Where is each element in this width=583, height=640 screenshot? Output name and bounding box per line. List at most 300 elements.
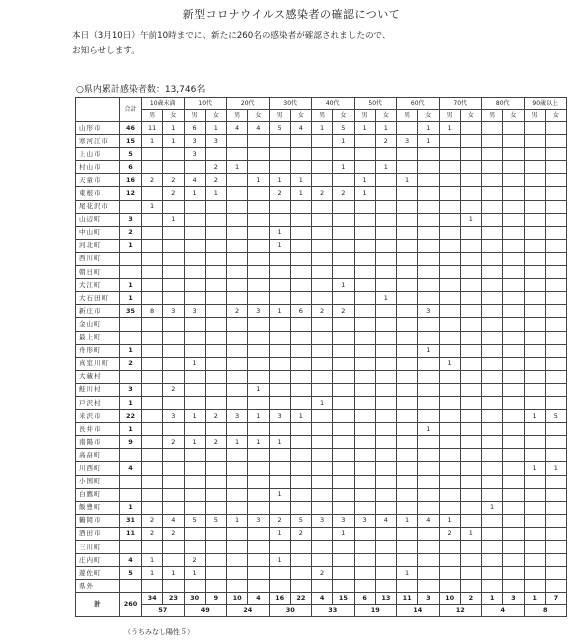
row-total: 35 bbox=[120, 305, 142, 318]
infection-table bbox=[75, 97, 567, 617]
table-cell bbox=[205, 331, 226, 344]
table-cell bbox=[460, 423, 481, 436]
table-cell bbox=[142, 541, 163, 554]
table-cell: 1 bbox=[227, 161, 248, 174]
table-cell bbox=[545, 567, 566, 580]
table-cell bbox=[418, 370, 439, 383]
municipality-name: 山形市 bbox=[76, 122, 120, 135]
sex-total-cell: 34 bbox=[142, 593, 163, 605]
table-cell bbox=[397, 213, 418, 226]
table-cell: 1 bbox=[397, 567, 418, 580]
table-cell bbox=[248, 475, 269, 488]
table-row bbox=[76, 580, 567, 593]
table-cell bbox=[312, 239, 333, 252]
table-cell bbox=[248, 554, 269, 567]
table-cell bbox=[354, 580, 375, 593]
table-cell bbox=[503, 213, 524, 226]
table-cell bbox=[397, 266, 418, 279]
municipality-name: 寒河江市 bbox=[76, 135, 120, 148]
table-cell bbox=[142, 344, 163, 357]
municipality-name: 中山町 bbox=[76, 226, 120, 239]
table-cell bbox=[354, 161, 375, 174]
table-cell bbox=[397, 554, 418, 567]
table-cell bbox=[460, 501, 481, 514]
table-cell bbox=[142, 501, 163, 514]
table-cell bbox=[545, 488, 566, 501]
table-cell bbox=[375, 187, 396, 200]
table-cell bbox=[524, 213, 545, 226]
table-cell bbox=[524, 279, 545, 292]
table-cell bbox=[269, 252, 290, 265]
table-cell bbox=[545, 122, 566, 135]
table-cell: 1 bbox=[269, 488, 290, 501]
table-cell: 4 bbox=[248, 122, 269, 135]
sex-total-cell: 23 bbox=[163, 593, 184, 605]
table-row bbox=[76, 436, 567, 449]
row-total: 9 bbox=[120, 436, 142, 449]
table-row bbox=[76, 357, 567, 370]
table-cell: 2 bbox=[142, 174, 163, 187]
header-sex-male: 男 bbox=[397, 110, 418, 122]
table-cell bbox=[184, 423, 205, 436]
table-cell bbox=[397, 436, 418, 449]
table-cell bbox=[375, 226, 396, 239]
header-sex-male: 男 bbox=[354, 110, 375, 122]
sex-total-cell: 1 bbox=[524, 593, 545, 605]
age-total-cell: 19 bbox=[354, 605, 397, 617]
intro-line-2: お知らせします。 bbox=[72, 46, 140, 56]
table-cell bbox=[418, 396, 439, 409]
table-cell bbox=[205, 266, 226, 279]
table-cell bbox=[482, 252, 503, 265]
row-total: 1 bbox=[120, 239, 142, 252]
table-cell: 1 bbox=[269, 527, 290, 540]
table-cell bbox=[418, 383, 439, 396]
table-cell bbox=[184, 279, 205, 292]
table-cell bbox=[248, 239, 269, 252]
table-cell: 2 bbox=[163, 187, 184, 200]
table-cell bbox=[290, 292, 311, 305]
municipality-name: 長井市 bbox=[76, 423, 120, 436]
table-cell bbox=[545, 370, 566, 383]
table-cell bbox=[460, 449, 481, 462]
table-cell bbox=[142, 226, 163, 239]
table-cell: 3 bbox=[184, 135, 205, 148]
table-cell bbox=[460, 161, 481, 174]
row-total bbox=[120, 475, 142, 488]
table-cell bbox=[333, 501, 354, 514]
header-age-group: 40代 bbox=[312, 98, 355, 110]
table-row bbox=[76, 266, 567, 279]
table-cell bbox=[524, 567, 545, 580]
table-cell: 2 bbox=[290, 527, 311, 540]
table-cell bbox=[439, 370, 460, 383]
table-cell bbox=[312, 148, 333, 161]
table-cell bbox=[418, 279, 439, 292]
table-cell bbox=[163, 292, 184, 305]
intro-line-1: 本日（3月10日）午前10時までに、新たに260名の感染者が確認されましたので、 bbox=[72, 31, 391, 41]
table-cell bbox=[375, 567, 396, 580]
table-cell bbox=[503, 383, 524, 396]
table-cell bbox=[248, 252, 269, 265]
table-cell bbox=[503, 475, 524, 488]
table-cell bbox=[333, 475, 354, 488]
municipality-name: 最上町 bbox=[76, 331, 120, 344]
table-cell bbox=[269, 541, 290, 554]
table-cell bbox=[375, 488, 396, 501]
table-cell bbox=[269, 567, 290, 580]
table-cell bbox=[312, 213, 333, 226]
header-sex-male: 男 bbox=[482, 110, 503, 122]
table-cell: 1 bbox=[545, 462, 566, 475]
table-cell bbox=[524, 541, 545, 554]
table-cell bbox=[290, 436, 311, 449]
table-row bbox=[76, 213, 567, 226]
table-cell bbox=[354, 318, 375, 331]
table-cell bbox=[312, 580, 333, 593]
table-cell bbox=[524, 527, 545, 540]
table-cell bbox=[503, 292, 524, 305]
table-cell bbox=[142, 239, 163, 252]
header-sex-male: 男 bbox=[312, 110, 333, 122]
table-cell bbox=[269, 462, 290, 475]
table-cell bbox=[397, 344, 418, 357]
table-cell bbox=[354, 501, 375, 514]
header-age-group: 50代 bbox=[354, 98, 397, 110]
table-cell bbox=[354, 292, 375, 305]
table-cell bbox=[248, 135, 269, 148]
municipality-name: 米沢市 bbox=[76, 410, 120, 423]
table-cell bbox=[248, 148, 269, 161]
table-cell bbox=[545, 174, 566, 187]
table-cell bbox=[460, 226, 481, 239]
table-cell bbox=[482, 135, 503, 148]
table-cell bbox=[460, 200, 481, 213]
row-total: 5 bbox=[120, 567, 142, 580]
table-cell bbox=[460, 580, 481, 593]
table-cell: 2 bbox=[163, 436, 184, 449]
intro-text bbox=[72, 29, 512, 59]
table-cell bbox=[290, 239, 311, 252]
table-cell bbox=[248, 423, 269, 436]
table-cell: 1 bbox=[269, 226, 290, 239]
table-cell bbox=[163, 449, 184, 462]
table-cell bbox=[312, 279, 333, 292]
table-cell: 3 bbox=[227, 410, 248, 423]
table-cell bbox=[524, 383, 545, 396]
table-cell bbox=[227, 462, 248, 475]
table-cell: 2 bbox=[163, 527, 184, 540]
table-cell bbox=[163, 200, 184, 213]
header-age-group: 10代 bbox=[184, 98, 227, 110]
table-cell bbox=[312, 226, 333, 239]
table-cell bbox=[375, 383, 396, 396]
table-cell bbox=[482, 514, 503, 527]
table-cell bbox=[482, 161, 503, 174]
table-cell bbox=[312, 449, 333, 462]
table-cell bbox=[227, 200, 248, 213]
table-cell bbox=[482, 580, 503, 593]
table-cell bbox=[184, 344, 205, 357]
table-cell bbox=[545, 305, 566, 318]
table-row bbox=[76, 318, 567, 331]
table-cell bbox=[503, 344, 524, 357]
table-cell bbox=[460, 318, 481, 331]
table-cell bbox=[248, 331, 269, 344]
table-cell bbox=[482, 554, 503, 567]
table-row bbox=[76, 462, 567, 475]
table-cell bbox=[269, 135, 290, 148]
table-cell bbox=[482, 357, 503, 370]
header-sex-male: 男 bbox=[524, 110, 545, 122]
table-cell bbox=[227, 501, 248, 514]
row-total bbox=[120, 488, 142, 501]
row-total bbox=[120, 266, 142, 279]
table-cell bbox=[333, 449, 354, 462]
table-cell bbox=[354, 383, 375, 396]
table-cell bbox=[184, 501, 205, 514]
table-cell bbox=[439, 318, 460, 331]
table-cell bbox=[460, 410, 481, 423]
row-total: 1 bbox=[120, 423, 142, 436]
table-cell bbox=[545, 252, 566, 265]
table-cell bbox=[524, 318, 545, 331]
table-cell: 3 bbox=[184, 148, 205, 161]
table-row bbox=[76, 331, 567, 344]
table-cell bbox=[227, 383, 248, 396]
table-cell bbox=[482, 331, 503, 344]
table-cell bbox=[418, 187, 439, 200]
municipality-name: 白鷹町 bbox=[76, 488, 120, 501]
table-cell bbox=[333, 370, 354, 383]
row-total bbox=[120, 252, 142, 265]
table-cell bbox=[375, 200, 396, 213]
table-cell bbox=[460, 187, 481, 200]
table-cell bbox=[418, 527, 439, 540]
table-cell bbox=[248, 370, 269, 383]
table-cell: 4 bbox=[375, 514, 396, 527]
header-age-group: 10歳未満 bbox=[142, 98, 185, 110]
table-cell: 3 bbox=[354, 514, 375, 527]
table-cell bbox=[205, 148, 226, 161]
table-cell bbox=[269, 383, 290, 396]
municipality-name: 新庄市 bbox=[76, 305, 120, 318]
row-total: 4 bbox=[120, 554, 142, 567]
municipality-name: 天童市 bbox=[76, 174, 120, 187]
table-cell bbox=[227, 396, 248, 409]
table-cell bbox=[460, 292, 481, 305]
table-cell bbox=[460, 266, 481, 279]
table-cell bbox=[142, 488, 163, 501]
table-cell bbox=[375, 554, 396, 567]
table-cell bbox=[397, 226, 418, 239]
table-cell bbox=[375, 331, 396, 344]
table-cell bbox=[354, 266, 375, 279]
table-cell: 1 bbox=[439, 514, 460, 527]
table-cell bbox=[142, 252, 163, 265]
row-total bbox=[120, 331, 142, 344]
table-cell: 1 bbox=[312, 122, 333, 135]
table-cell bbox=[205, 475, 226, 488]
age-total-cell: 4 bbox=[482, 605, 525, 617]
table-cell bbox=[142, 462, 163, 475]
table-cell bbox=[524, 370, 545, 383]
table-cell bbox=[503, 200, 524, 213]
table-cell bbox=[312, 266, 333, 279]
table-cell bbox=[524, 423, 545, 436]
table-cell bbox=[163, 344, 184, 357]
table-cell bbox=[439, 436, 460, 449]
municipality-name: 鮭川村 bbox=[76, 383, 120, 396]
table-cell: 5 bbox=[333, 122, 354, 135]
header-age-group: 70代 bbox=[439, 98, 482, 110]
table-cell bbox=[227, 252, 248, 265]
municipality-name: 戸沢村 bbox=[76, 396, 120, 409]
table-cell bbox=[460, 331, 481, 344]
table-cell bbox=[545, 396, 566, 409]
table-cell bbox=[205, 357, 226, 370]
table-cell bbox=[354, 213, 375, 226]
table-cell bbox=[248, 462, 269, 475]
table-cell bbox=[312, 292, 333, 305]
table-cell bbox=[397, 239, 418, 252]
table-cell bbox=[482, 318, 503, 331]
table-cell bbox=[482, 370, 503, 383]
table-cell: 4 bbox=[290, 122, 311, 135]
table-cell bbox=[333, 541, 354, 554]
table-cell: 1 bbox=[333, 279, 354, 292]
table-cell bbox=[142, 436, 163, 449]
table-cell bbox=[375, 266, 396, 279]
table-cell: 1 bbox=[184, 187, 205, 200]
table-cell bbox=[205, 279, 226, 292]
table-cell: 1 bbox=[269, 305, 290, 318]
table-cell: 1 bbox=[205, 122, 226, 135]
table-cell: 6 bbox=[184, 122, 205, 135]
table-cell bbox=[227, 527, 248, 540]
table-cell bbox=[184, 580, 205, 593]
table-cell bbox=[163, 331, 184, 344]
table-cell bbox=[142, 423, 163, 436]
table-cell bbox=[290, 279, 311, 292]
table-cell bbox=[524, 331, 545, 344]
table-cell bbox=[354, 410, 375, 423]
table-cell bbox=[163, 161, 184, 174]
row-total: 11 bbox=[120, 527, 142, 540]
table-cell bbox=[460, 436, 481, 449]
table-cell bbox=[333, 239, 354, 252]
table-cell: 1 bbox=[312, 396, 333, 409]
table-cell bbox=[227, 344, 248, 357]
table-cell bbox=[545, 357, 566, 370]
table-cell bbox=[545, 527, 566, 540]
table-cell bbox=[418, 488, 439, 501]
table-cell bbox=[184, 383, 205, 396]
municipality-name: 鶴岡市 bbox=[76, 514, 120, 527]
row-total: 1 bbox=[120, 396, 142, 409]
table-cell bbox=[418, 554, 439, 567]
table-cell: 1 bbox=[333, 135, 354, 148]
table-cell bbox=[354, 554, 375, 567]
table-cell: 1 bbox=[290, 187, 311, 200]
table-cell bbox=[418, 266, 439, 279]
table-cell bbox=[333, 488, 354, 501]
table-cell bbox=[397, 370, 418, 383]
header-age-group: 30代 bbox=[269, 98, 312, 110]
table-cell bbox=[333, 462, 354, 475]
municipality-name: 金山町 bbox=[76, 318, 120, 331]
table-cell bbox=[163, 318, 184, 331]
row-total: 22 bbox=[120, 410, 142, 423]
table-cell bbox=[290, 161, 311, 174]
municipality-name: 河北町 bbox=[76, 239, 120, 252]
sex-total-cell: 2 bbox=[460, 593, 481, 605]
table-cell bbox=[375, 305, 396, 318]
table-cell bbox=[524, 266, 545, 279]
table-cell bbox=[205, 488, 226, 501]
footnote: （うちみなし陽性５） bbox=[124, 628, 194, 636]
table-cell: 1 bbox=[418, 423, 439, 436]
table-cell bbox=[439, 292, 460, 305]
table-cell bbox=[333, 410, 354, 423]
table-cell bbox=[227, 423, 248, 436]
table-cell: 5 bbox=[205, 514, 226, 527]
table-cell bbox=[482, 423, 503, 436]
table-cell bbox=[205, 344, 226, 357]
header-sex-male: 男 bbox=[227, 110, 248, 122]
table-cell bbox=[269, 279, 290, 292]
table-cell bbox=[312, 423, 333, 436]
sex-total-cell: 13 bbox=[375, 593, 396, 605]
table-cell bbox=[269, 331, 290, 344]
table-cell bbox=[290, 383, 311, 396]
table-cell bbox=[184, 226, 205, 239]
table-cell bbox=[439, 187, 460, 200]
table-cell bbox=[439, 541, 460, 554]
municipality-name: 川西町 bbox=[76, 462, 120, 475]
table-cell: 1 bbox=[354, 187, 375, 200]
table-cell bbox=[545, 318, 566, 331]
table-row bbox=[76, 252, 567, 265]
table-cell: 3 bbox=[163, 305, 184, 318]
table-cell bbox=[269, 161, 290, 174]
table-cell bbox=[163, 541, 184, 554]
table-cell bbox=[524, 449, 545, 462]
table-cell bbox=[524, 305, 545, 318]
table-cell bbox=[418, 567, 439, 580]
sex-total-cell: 16 bbox=[269, 593, 290, 605]
table-cell bbox=[545, 541, 566, 554]
table-cell bbox=[333, 423, 354, 436]
table-cell: 1 bbox=[142, 135, 163, 148]
table-cell bbox=[333, 567, 354, 580]
table-row bbox=[76, 135, 567, 148]
table-cell: 1 bbox=[524, 410, 545, 423]
table-cell: 5 bbox=[545, 410, 566, 423]
table-cell bbox=[545, 436, 566, 449]
table-cell bbox=[375, 449, 396, 462]
table-cell: 1 bbox=[248, 436, 269, 449]
table-cell bbox=[482, 226, 503, 239]
table-cell bbox=[184, 200, 205, 213]
table-cell bbox=[482, 279, 503, 292]
table-cell bbox=[269, 580, 290, 593]
table-cell bbox=[397, 357, 418, 370]
table-cell bbox=[375, 396, 396, 409]
table-cell bbox=[290, 135, 311, 148]
table-cell bbox=[290, 266, 311, 279]
row-total: 6 bbox=[120, 161, 142, 174]
